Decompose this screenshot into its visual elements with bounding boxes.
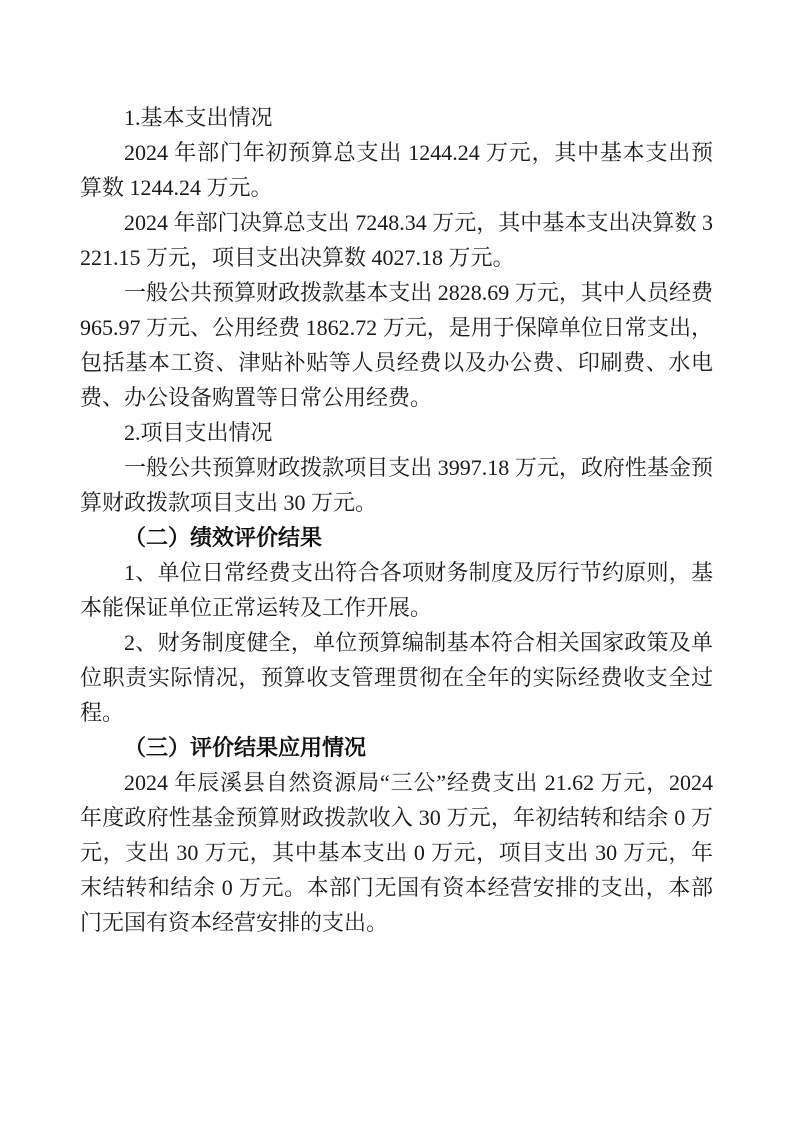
para-performance-point-1: 1、单位日常经费支出符合各项财务制度及厉行节约原则，基本能保证单位正常运转及工作开展。 bbox=[80, 560, 713, 620]
para-project-expenditure-detail: 一般公共预算财政拨款项目支出 3997.18 万元，政府性基金预算财政拨款项目支出 30 万元。 bbox=[80, 455, 713, 515]
para-basic-expenditure-heading: 1.基本支出情况 bbox=[124, 105, 273, 130]
section-heading-performance-results: （二）绩效评价结果 bbox=[124, 525, 323, 550]
para-result-application-detail: 2024 年辰溪县自然资源局“三公”经费支出 21.62 万元，2024 年度政府性基金预算财政拨款收入 30 万元，年初结转和结余 0 万元，支出 30 万元，其中基本支出 0 万元，项目支出 30 万元，年末结转和结余 0 万元。本部门无国有资本经营安排的支出，本部门无国有资本经营安排的支出。 bbox=[80, 770, 713, 935]
para-performance-point-2: 2、财务制度健全，单位预算编制基本符合相关国家政策及单位职责实际情况，预算收支管理贯彻在全年的实际经费收支全过程。 bbox=[80, 630, 713, 725]
para-initial-budget-total: 2024 年部门年初预算总支出 1244.24 万元，其中基本支出预算数 1244.24 万元。 bbox=[80, 140, 713, 200]
para-general-budget-basic-expenditure: 一般公共预算财政拨款基本支出 2828.69 万元，其中人员经费 965.97 万元、公用经费 1862.72 万元，是用于保障单位日常支出，包括基本工资、津贴补贴等人员经费以及办公费、印刷费、水电费、办公设备购置等日常公用经费。 bbox=[80, 280, 713, 410]
section-heading-result-application: （三）评价结果应用情况 bbox=[124, 735, 367, 760]
document-content bbox=[80, 100, 713, 940]
para-final-accounts-total: 2024 年部门决算总支出 7248.34 万元，其中基本支出决算数 3221.15 万元，项目支出决算数 4027.18 万元。 bbox=[80, 210, 713, 270]
para-project-expenditure-heading: 2.项目支出情况 bbox=[124, 420, 273, 445]
